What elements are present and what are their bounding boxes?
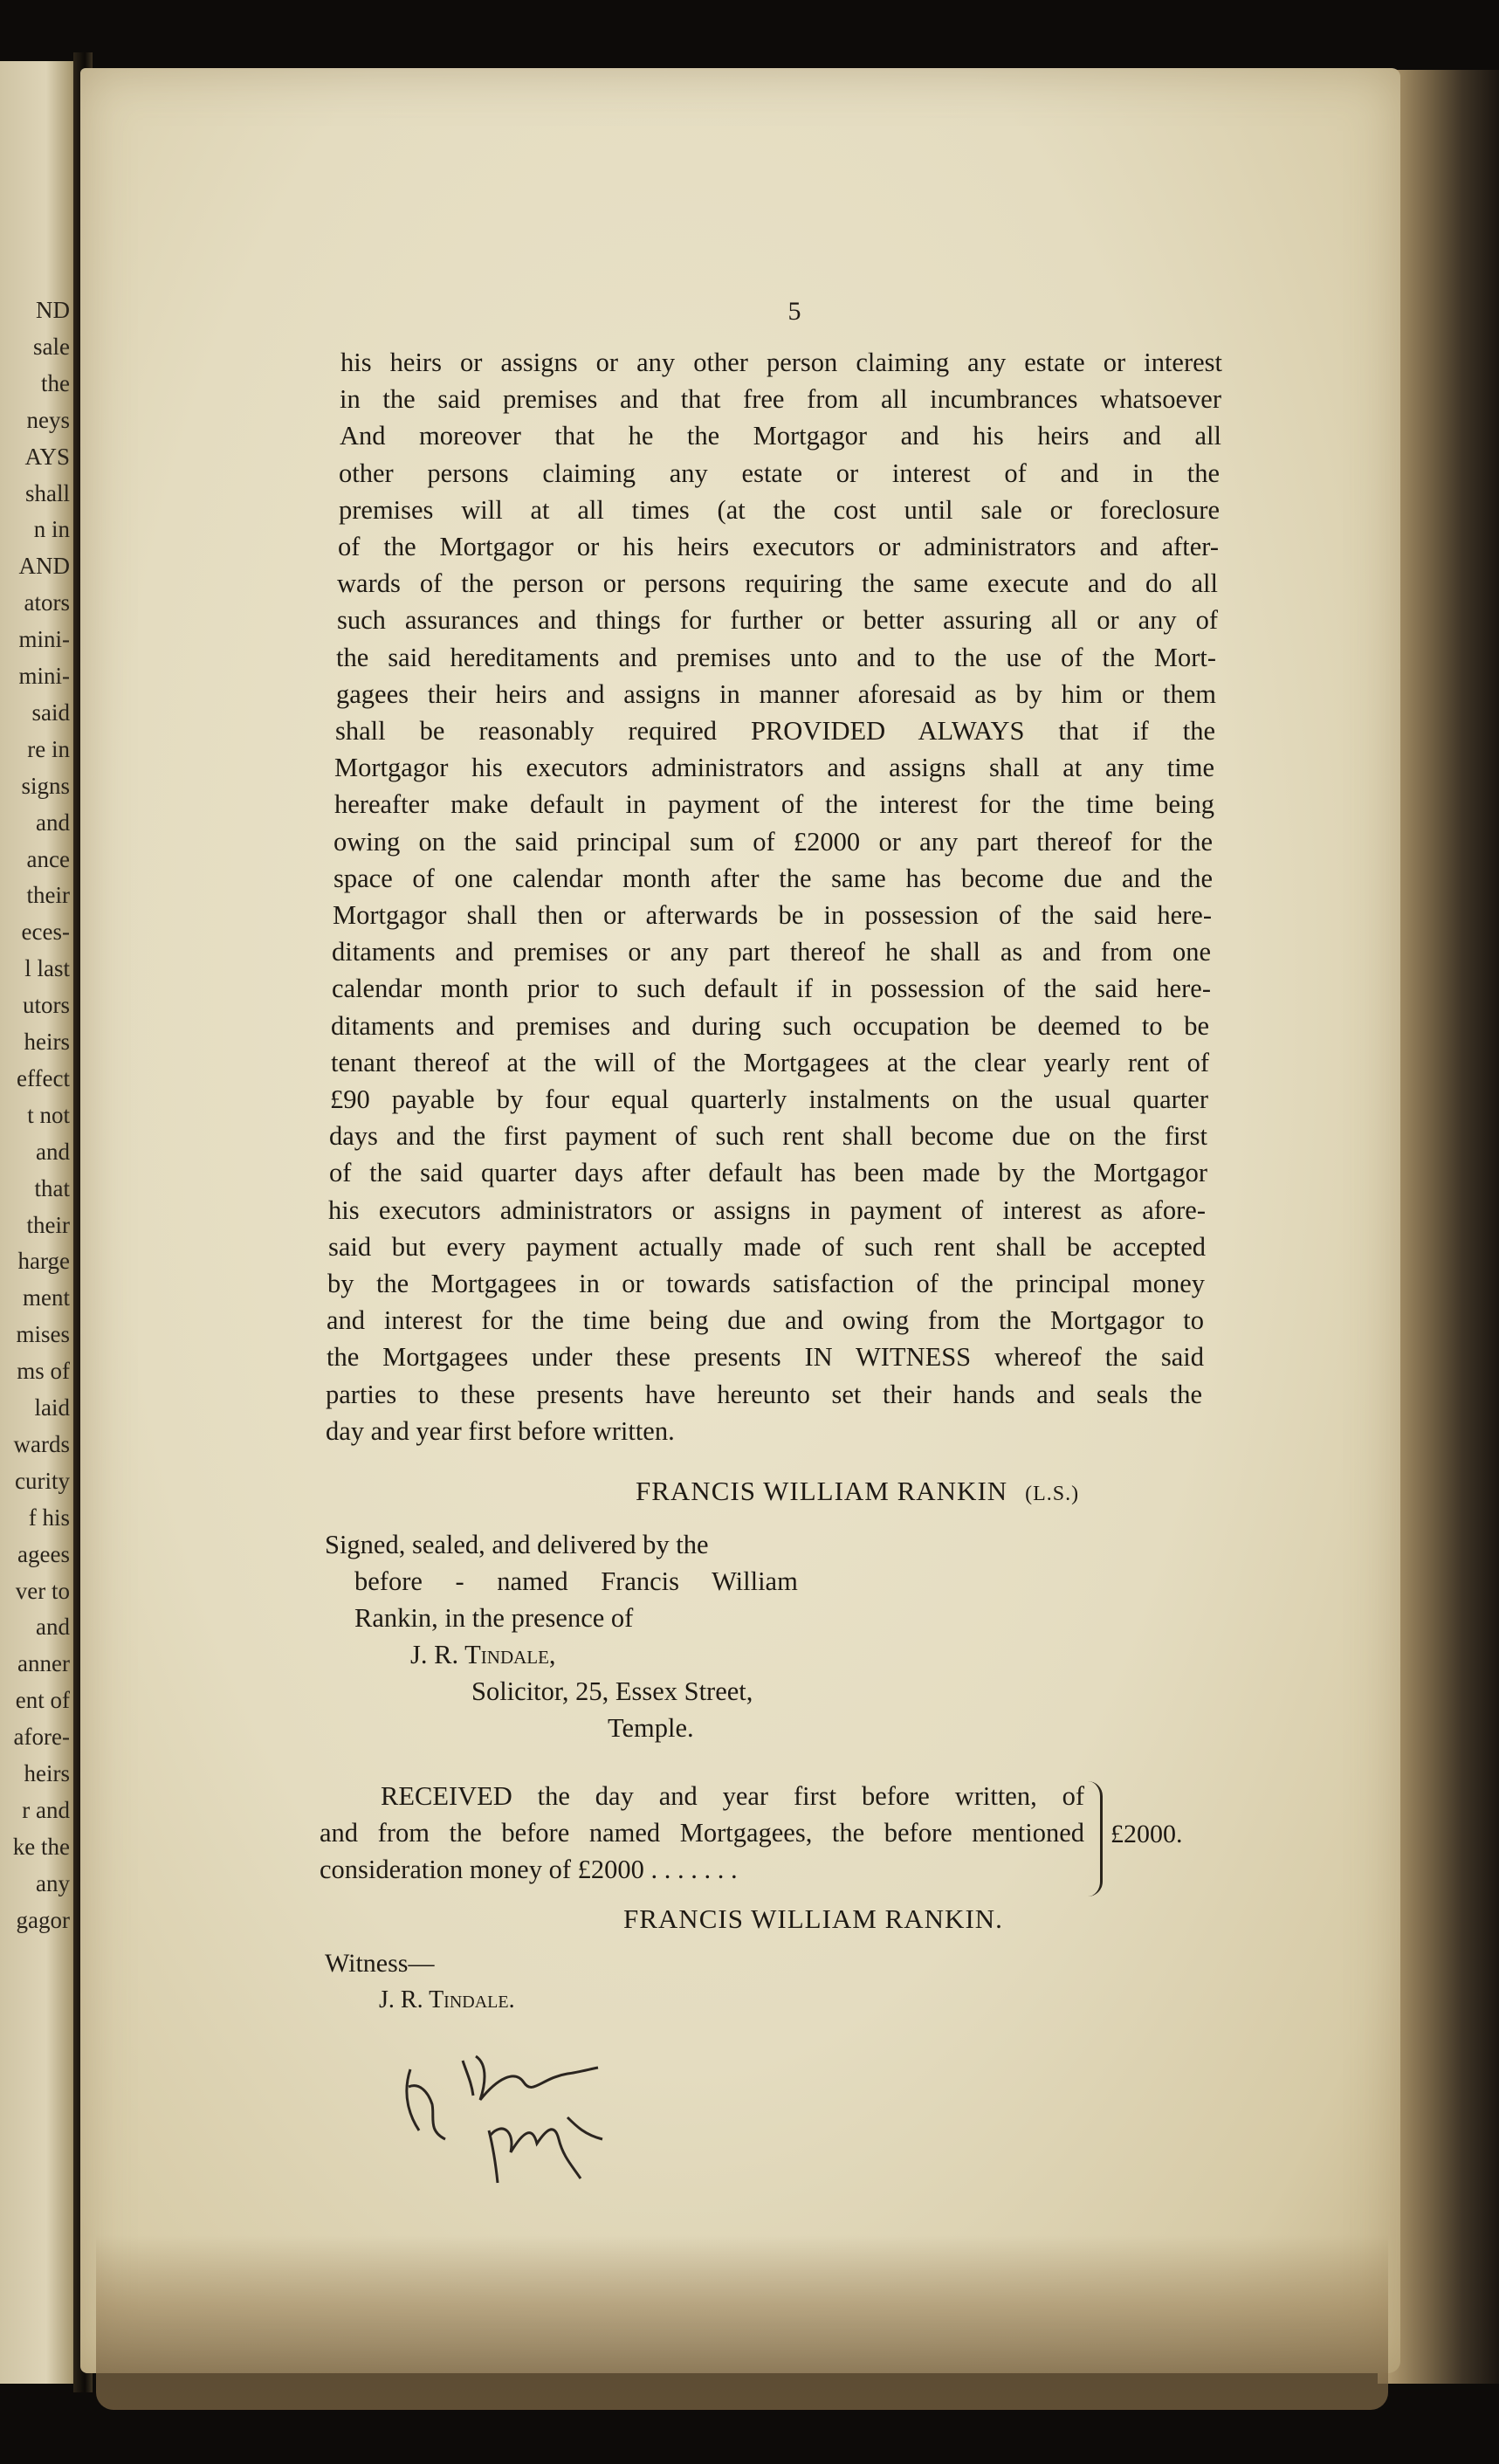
receipt-line: and from the before named Mortgagees, the before mentioned <box>320 1818 1084 1848</box>
left-page-fragment: ver to <box>15 1577 70 1604</box>
left-page-fragment: agees <box>17 1540 70 1567</box>
left-page-fragment: effect <box>17 1064 70 1091</box>
left-page-fragment: AND <box>18 553 70 580</box>
body-line: £90 payable by four equal quarterly instalments on the usual quarter <box>330 1084 1208 1114</box>
left-page-fragment: ND <box>36 297 70 323</box>
body-line: said but every payment actually made of such rent shall be accepted <box>328 1231 1206 1262</box>
left-page-fragment: said <box>31 699 70 726</box>
body-line: the Mortgagees under these presents IN WITNESS whereof the said <box>327 1342 1204 1373</box>
receipt-line: consideration money of £2000 . . . . . . . <box>320 1855 738 1884</box>
left-page-fragment: mini- <box>18 663 70 689</box>
left-page-fragment: eces- <box>21 919 70 946</box>
body-line: ditaments and premises or any part thereof he shall as and from one <box>332 937 1211 967</box>
left-page-fragment: their <box>26 1211 70 1238</box>
body-line: And moreover that he the Mortgagor and his heirs and all <box>340 421 1221 451</box>
witness-solicitor-name: J. R. Tindale, <box>410 1640 556 1669</box>
left-page-fragment: r and <box>22 1796 70 1823</box>
body-line: space of one calendar month after the same has become due and the <box>333 863 1213 893</box>
receipt-amount: £2000. <box>1110 1820 1183 1848</box>
left-page-fragment: mini- <box>18 626 70 653</box>
left-page-fragment: ators <box>24 589 70 616</box>
body-line: by the Mortgagees in or towards satisfaction of the principal money <box>327 1269 1205 1298</box>
left-page-fragment: ke the <box>12 1833 70 1860</box>
body-line: other persons claiming any estate or interest of and in the <box>339 458 1220 488</box>
receipt-line: RECEIVED the day and year first before written, of <box>381 1781 1084 1811</box>
left-page-fragment: ent of <box>15 1687 70 1714</box>
left-page-fragment: heirs <box>24 1760 70 1786</box>
receipt-signature: FRANCIS WILLIAM RANKIN. <box>623 1903 1003 1934</box>
body-line: shall be reasonably required PROVIDED ALWAYS that if the <box>335 716 1215 746</box>
witness-name: J. R. Tindale. <box>379 1986 515 2013</box>
body-line: the said hereditaments and premises unto and to the use of the Mort- <box>336 642 1216 672</box>
left-page-fragment: gagor <box>16 1906 70 1933</box>
body-line: Mortgagor shall then or afterwards be in possession of the said here- <box>333 900 1212 930</box>
left-page-fragment: re in <box>27 735 70 762</box>
left-page-fragment: sale <box>33 333 70 360</box>
left-page-fragment: that <box>34 1174 70 1201</box>
left-page-fragment: harge <box>17 1248 70 1275</box>
body-line: day and year first before written. <box>326 1415 675 1446</box>
left-page-fragment: utors <box>23 992 70 1019</box>
left-page-fragment: neys <box>26 406 70 433</box>
page-number: 5 <box>787 297 801 326</box>
left-page-fragment: f his <box>28 1504 70 1531</box>
body-line: and interest for the time being due and owing from the Mortgagor to <box>327 1305 1204 1336</box>
body-line: tenant thereof at the will of the Mortgagees at the clear yearly rent of <box>331 1047 1209 1077</box>
body-line: in the said premises and that free from all incumbrances whatsoever <box>340 384 1221 415</box>
body-line: gagees their heirs and assigns in manner aforesaid as by him or them <box>336 678 1216 709</box>
left-page-fragment: mises <box>16 1321 70 1348</box>
body-line: his heirs or assigns or any other person claiming any estate or interest <box>340 348 1222 377</box>
body-line: days and the first payment of such rent shall become due on the first <box>329 1121 1207 1152</box>
left-page-fragment: anner <box>17 1650 70 1677</box>
signatory-name: FRANCIS WILLIAM RANKIN <box>636 1476 1008 1506</box>
body-line: wards of the person or persons requiring the same execute and do all <box>337 568 1218 599</box>
left-page-fragment: and <box>36 1138 70 1165</box>
left-page-fragment: signs <box>21 772 70 799</box>
body-line: premises will at all times (at the cost until sale or foreclosure <box>339 494 1220 525</box>
left-page-fragment: wards <box>13 1430 70 1457</box>
left-page-fragment: l last <box>24 955 70 982</box>
left-page-fragment: the <box>41 369 70 396</box>
attestation-line: Rankin, in the presence of <box>354 1603 634 1633</box>
left-page-fragment: laid <box>34 1394 70 1421</box>
left-page-fragment: t not <box>27 1101 70 1128</box>
solicitor-address: Solicitor, 25, Essex Street, <box>471 1676 753 1706</box>
left-page-fragment: shall <box>25 479 70 506</box>
seal-mark: (L.S.) <box>1025 1483 1080 1505</box>
left-page-fragment: heirs <box>24 1029 70 1055</box>
handwritten-initials <box>393 2034 637 2200</box>
left-page-fragment: ance <box>26 845 70 872</box>
attestation-line: Signed, sealed, and delivered by the <box>325 1530 709 1559</box>
body-line: ditaments and premises and during such occupation be deemed to be <box>331 1010 1209 1041</box>
left-page-fragment: AYS <box>24 443 70 470</box>
body-line: owing on the said principal sum of £2000 or any part thereof for the <box>333 826 1213 857</box>
body-line: such assurances and things for further or better assuring all or any of <box>337 605 1218 636</box>
body-line: calendar month prior to such default if in possession of the said here- <box>332 974 1211 1004</box>
left-page-fragment: their <box>26 882 70 909</box>
body-line: his executors administrators or assigns in payment of interest as afore- <box>328 1194 1206 1225</box>
body-line: parties to these presents have hereunto set their hands and seals the <box>326 1379 1202 1409</box>
solicitor-address-temple: Temple. <box>608 1713 694 1743</box>
signature-block <box>636 1476 1079 1507</box>
body-line: of the said quarter days after default has been made by the Mortgagor <box>329 1158 1207 1188</box>
body-line: Mortgagor his executors administrators and assigns shall at any time <box>334 753 1214 783</box>
body-line: hereafter make default in payment of the interest for the time being <box>334 789 1214 820</box>
left-page-fragment: curity <box>15 1467 70 1494</box>
receipt-brace <box>1088 1781 1103 1896</box>
left-page-fragment: and <box>36 809 70 836</box>
left-page-fragment: afore- <box>13 1724 70 1751</box>
left-page-fragment: and <box>36 1614 70 1641</box>
attestation-line: before - named Francis William <box>354 1566 798 1596</box>
body-line: of the Mortgagor or his heirs executors or administrators and after- <box>338 532 1219 561</box>
left-page-fragment: ms of <box>17 1358 70 1385</box>
left-page-fragment: any <box>36 1869 70 1896</box>
witness-label: Witness— <box>325 1949 435 1978</box>
left-page-fragment: ment <box>23 1284 70 1311</box>
left-page-fragment: n in <box>33 516 70 543</box>
